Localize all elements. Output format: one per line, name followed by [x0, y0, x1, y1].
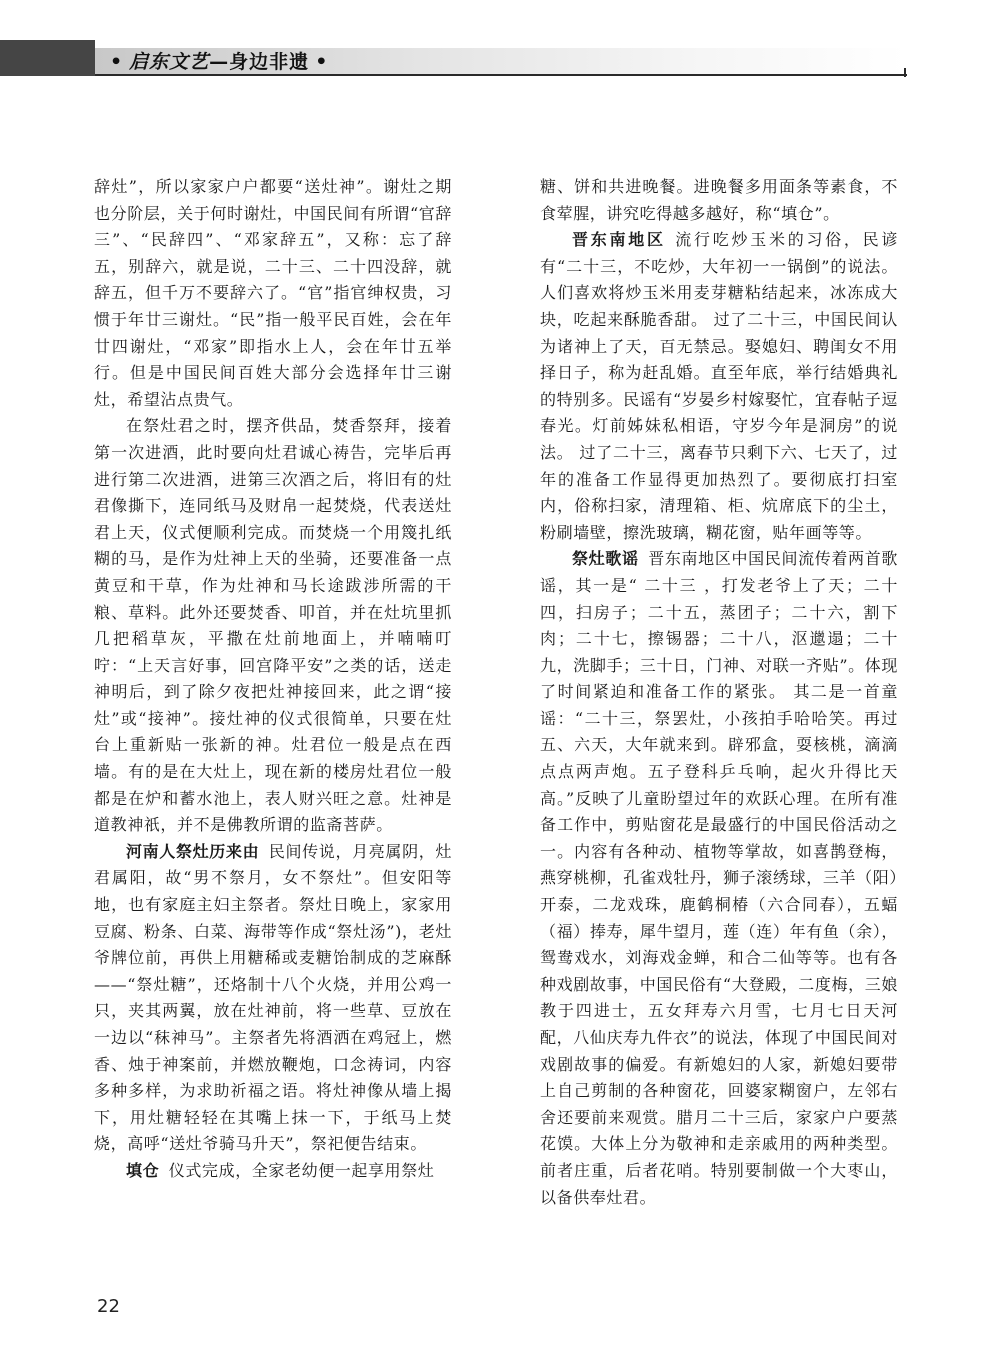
paragraph [540, 227, 898, 546]
paragraph [94, 1158, 452, 1185]
paragraph: 辞灶”，所以家家户户都要“送灶神”。谢灶之期也分阶层，关于何时谢灶，中国民间有所谓“官辞三”、“民辞四”、“邓家辞五”，又称：忘了辞五，别辞六，就是说，二十三、二十四没辞，就辞五，但千万不要辞六了。“官”指官绅权贵，习惯于年廿三谢灶。“民”指一般平民百姓，会在年廿四谢灶，“邓家”即指水上人，会在年廿五举行。但是中国民间百姓大部分会选择年廿三谢灶，希望沾点贵气。 [94, 177, 452, 409]
left-text-column [94, 174, 452, 1185]
magazine-brand: 启东文艺 [129, 51, 210, 73]
paragraph-heading: 河南人祭灶历来由 [126, 841, 260, 861]
page-number: 22 [97, 1296, 120, 1317]
header-bullet-right: • [315, 51, 329, 73]
paragraph-body: 民间传说，月亮属阴，灶君属阳，故“男不祭月，女不祭灶”。但安阳等地，也有家庭主妇主祭者。祭灶日晚上，家家用豆腐、粉条、白菜、海带等作成“祭灶汤”)，老灶爷牌位前，再供上用糖稀或麦糖饴制成的芝麻酥——“祭灶糖”，还烙制十八个火烧，并用公鸡一只，夹其两翼，放在灶神前，将一些草、豆放在一边以“秣神马”。主祭者先将酒洒在鸡冠上，燃香、烛于神案前，并燃放鞭炮，口念祷词，内容多种多样，为求助祈福之语。将灶神像从墙上揭下，用灶糖轻轻在其嘴上抹一下，于纸马上焚烧，高呼“送灶爷骑马升天”，祭祀便告结束。 [94, 841, 452, 1154]
header-title [104, 48, 334, 76]
header-rule-end-tick [904, 68, 906, 77]
header-dark-block [0, 40, 95, 76]
paragraph [94, 839, 452, 1158]
paragraph: 糖、饼和共进晚餐。进晚餐多用面条等素食，不食荤腥，讲究吃得越多越好，称“填仓”。 [540, 177, 898, 223]
right-text-column [540, 174, 898, 1211]
page-header [0, 40, 1000, 76]
paragraph-body: 晋东南地区中国民间流传着两首歌谣，其一是“ 二十三 ，打发老爷上了天；二十四，扫房子；二十五，蒸团子；二十六，割下肉；二十七，擦锡器；二十八，沤邋遢；二十九，洗脚手；三十日，门神、对联一齐贴”。体现了时间紧迫和准备工作的紧张。 其二是一首童谣：“二十三，祭罢灶，小孩拍手哈哈笑。再过五、六天，大年就来到。辟邪盒，耍核桃，滴滴点点两声炮。五子登科乒乓响，起火升得比天高。”反映了儿童盼望过年的欢跃心理。在所有准备工作中，剪贴窗花是最盛行的中国民俗活动之一。内容有各种动、植物等掌故，如喜鹊登梅，燕穿桃柳，孔雀戏牡丹，狮子滚绣球，三羊（阳）开泰，二龙戏珠，鹿鹤桐椿（六合同春），五蝠（福）捧寿，犀牛望月，莲（连）年有鱼（余），鸳鸯戏水，刘海戏金蝉，和合二仙等等。也有各种戏剧故事，中国民俗有“大登殿，二度梅，三娘教于四进士，五女拜寿六月雪，七月七日天河配，八仙庆寿九件衣”的说法，体现了中国民间对戏剧故事的偏爱。有新媳妇的人家，新媳妇要带上自己剪制的各种窗花，回婆家糊窗户，左邻右舍还要前来观赏。腊月二十三后，家家户户要蒸花馍。大体上分为敬神和走亲戚用的两种类型。前者庄重，后者花哨。特别要制做一个大枣山，以备供奉灶君。 [540, 549, 898, 1207]
section-name: 身边非遗 [229, 51, 310, 73]
paragraph-heading: 晋东南地区 [572, 230, 666, 250]
paragraph-heading: 填仓 [126, 1160, 160, 1180]
paragraph-body: 流行吃炒玉米的习俗，民谚有“二十三，不吃炒，大年初一一锅倒”的说法。人们喜欢将炒玉米用麦芽糖粘结起来，冰冻成大块，吃起来酥脆香甜。 过了二十三，中国民间认为诸神上了天，百无禁忌。娶媳妇、聘闺女不用择日子，称为赶乱婚。直至年底，举行结婚典礼的特别多。民谣有“岁晏乡村嫁娶忙，宜春帖子逗春光。灯前姊妹私相语，守岁今年是洞房”的说法。 过了二十三，离春节只剩下六、七天了，过年的准备工作显得更加热烈了。要彻底打扫室内，俗称扫家，清理箱、柜、炕席底下的尘土，粉刷墙壁，擦洗玻璃，糊花窗，贴年画等等。 [540, 230, 898, 542]
header-separator: — [209, 51, 230, 73]
paragraph: 在祭灶君之时，摆齐供品，焚香祭拜，接着第一次进酒，此时要向灶君诚心祷告，完毕后再进行第二次进酒，进第三次酒之后，将旧有的灶君像撕下，连同纸马及财帛一起焚烧，代表送灶君上天，仪式便顺利完成。而焚烧一个用篾扎纸糊的马，是作为灶神上天的坐骑，还要准备一点黄豆和干草，作为灶神和马长途跋涉所需的干粮、草料。此外还要焚香、叩首，并在灶坑里抓几把稻草灰，平撒在灶前地面上，并喃喃叮咛：“上天言好事，回宫降平安”之类的话，送走神明后，到了除夕夜把灶神接回来，此之谓“接灶”或“接神”。接灶神的仪式很简单，只要在灶台上重新贴一张新的神。灶君位一般是点在西墙。有的是在大灶上，现在新的楼房灶君位一般都是在炉和蓄水池上，表人财兴旺之意。灶神是道教神祇，并不是佛教所谓的监斋菩萨。 [94, 416, 452, 835]
paragraph [540, 546, 898, 1211]
header-bullet-left: • [110, 51, 124, 73]
paragraph-body: 仪式完成，全家老幼便一起享用祭灶 [168, 1160, 435, 1180]
paragraph-heading: 祭灶歌谣 [572, 549, 639, 569]
